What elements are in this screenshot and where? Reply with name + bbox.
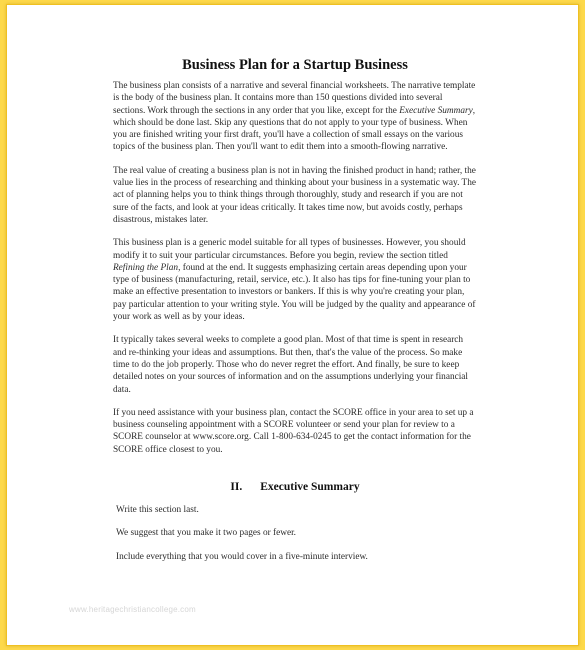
watermark: www.heritagechristiancollege.com xyxy=(69,605,196,614)
section-line: Include everything that you would cover in a five-minute interview. xyxy=(116,551,368,562)
executive-summary-ref: Executive Summary xyxy=(399,105,473,116)
paragraph-timeline: It typically takes several weeks to complete a good plan. Most of that time is spent in research and re-thinking your ideas and assumptions. But then, that's the value of the process. So make time to do the job properly. Those who do never regret the effort. And finally, be sure to keep detailed notes on your sources of information and on the assumptions underlying your financial data. xyxy=(113,335,469,395)
paragraph-intro: The business plan consists of a narrative and several financial worksheets. The narrative template is the body of the business plan. It contains more than 150 questions divided into several sections. Work through the sections in any order that you like, except for the Executive Summary, which should be done last. Skip any questions that do not apply to your type of business. When you are finished writing your first draft, you'll have a collection of small essays on the various topics of the business plan. Then you'll want to edit them into a smooth-flowing narrative. xyxy=(113,81,476,153)
section-title: Executive Summary xyxy=(260,481,360,494)
paragraph-assistance: If you need assistance with your business plan, contact the SCORE office in your area to set up a business counseling appointment with a SCORE volunteer or send your plan for review to a SCORE counselor at www.score.org. Call 1-800-634-0245 to get the contact information for the SCORE office closest to you. xyxy=(113,407,474,455)
refining-the-plan-ref: Refining the Plan xyxy=(113,262,179,273)
document-page xyxy=(6,4,579,646)
section-line: Write this section last. xyxy=(116,505,199,516)
paragraph-value: The real value of creating a business plan is not in having the finished product in hand; rather, the value lies in the process of researching and thinking about your business in a systematic way. The act of planning helps you to think things through thoroughly, study and research if you are not sure of the facts, and look at your ideas critically. It takes time now, but avoids costly, perhaps disastrous, mistakes later. xyxy=(113,165,477,225)
document-title: Business Plan for a Startup Business xyxy=(182,57,408,73)
section-line: We suggest that you make it two pages or fewer. xyxy=(116,528,296,539)
section-number: II. xyxy=(230,481,243,494)
paragraph-generic-model: This business plan is a generic model suitable for all types of businesses. However, you should modify it to suit your particular circumstances. Before you begin, review the section titled Refining the Plan, found at the end. It suggests emphasizing certain areas depending upon your type of business (manufacturing, retail, service, etc.). It also has tips for fine-tuning your plan to make an effective presentation to investors or bankers. If this is why you're creating your plan, pay particular attention to your writing style. You will be judged by the quality and appearance of your work as well as by your ideas. xyxy=(113,238,476,323)
document-content xyxy=(113,57,477,574)
section-heading xyxy=(113,481,477,493)
